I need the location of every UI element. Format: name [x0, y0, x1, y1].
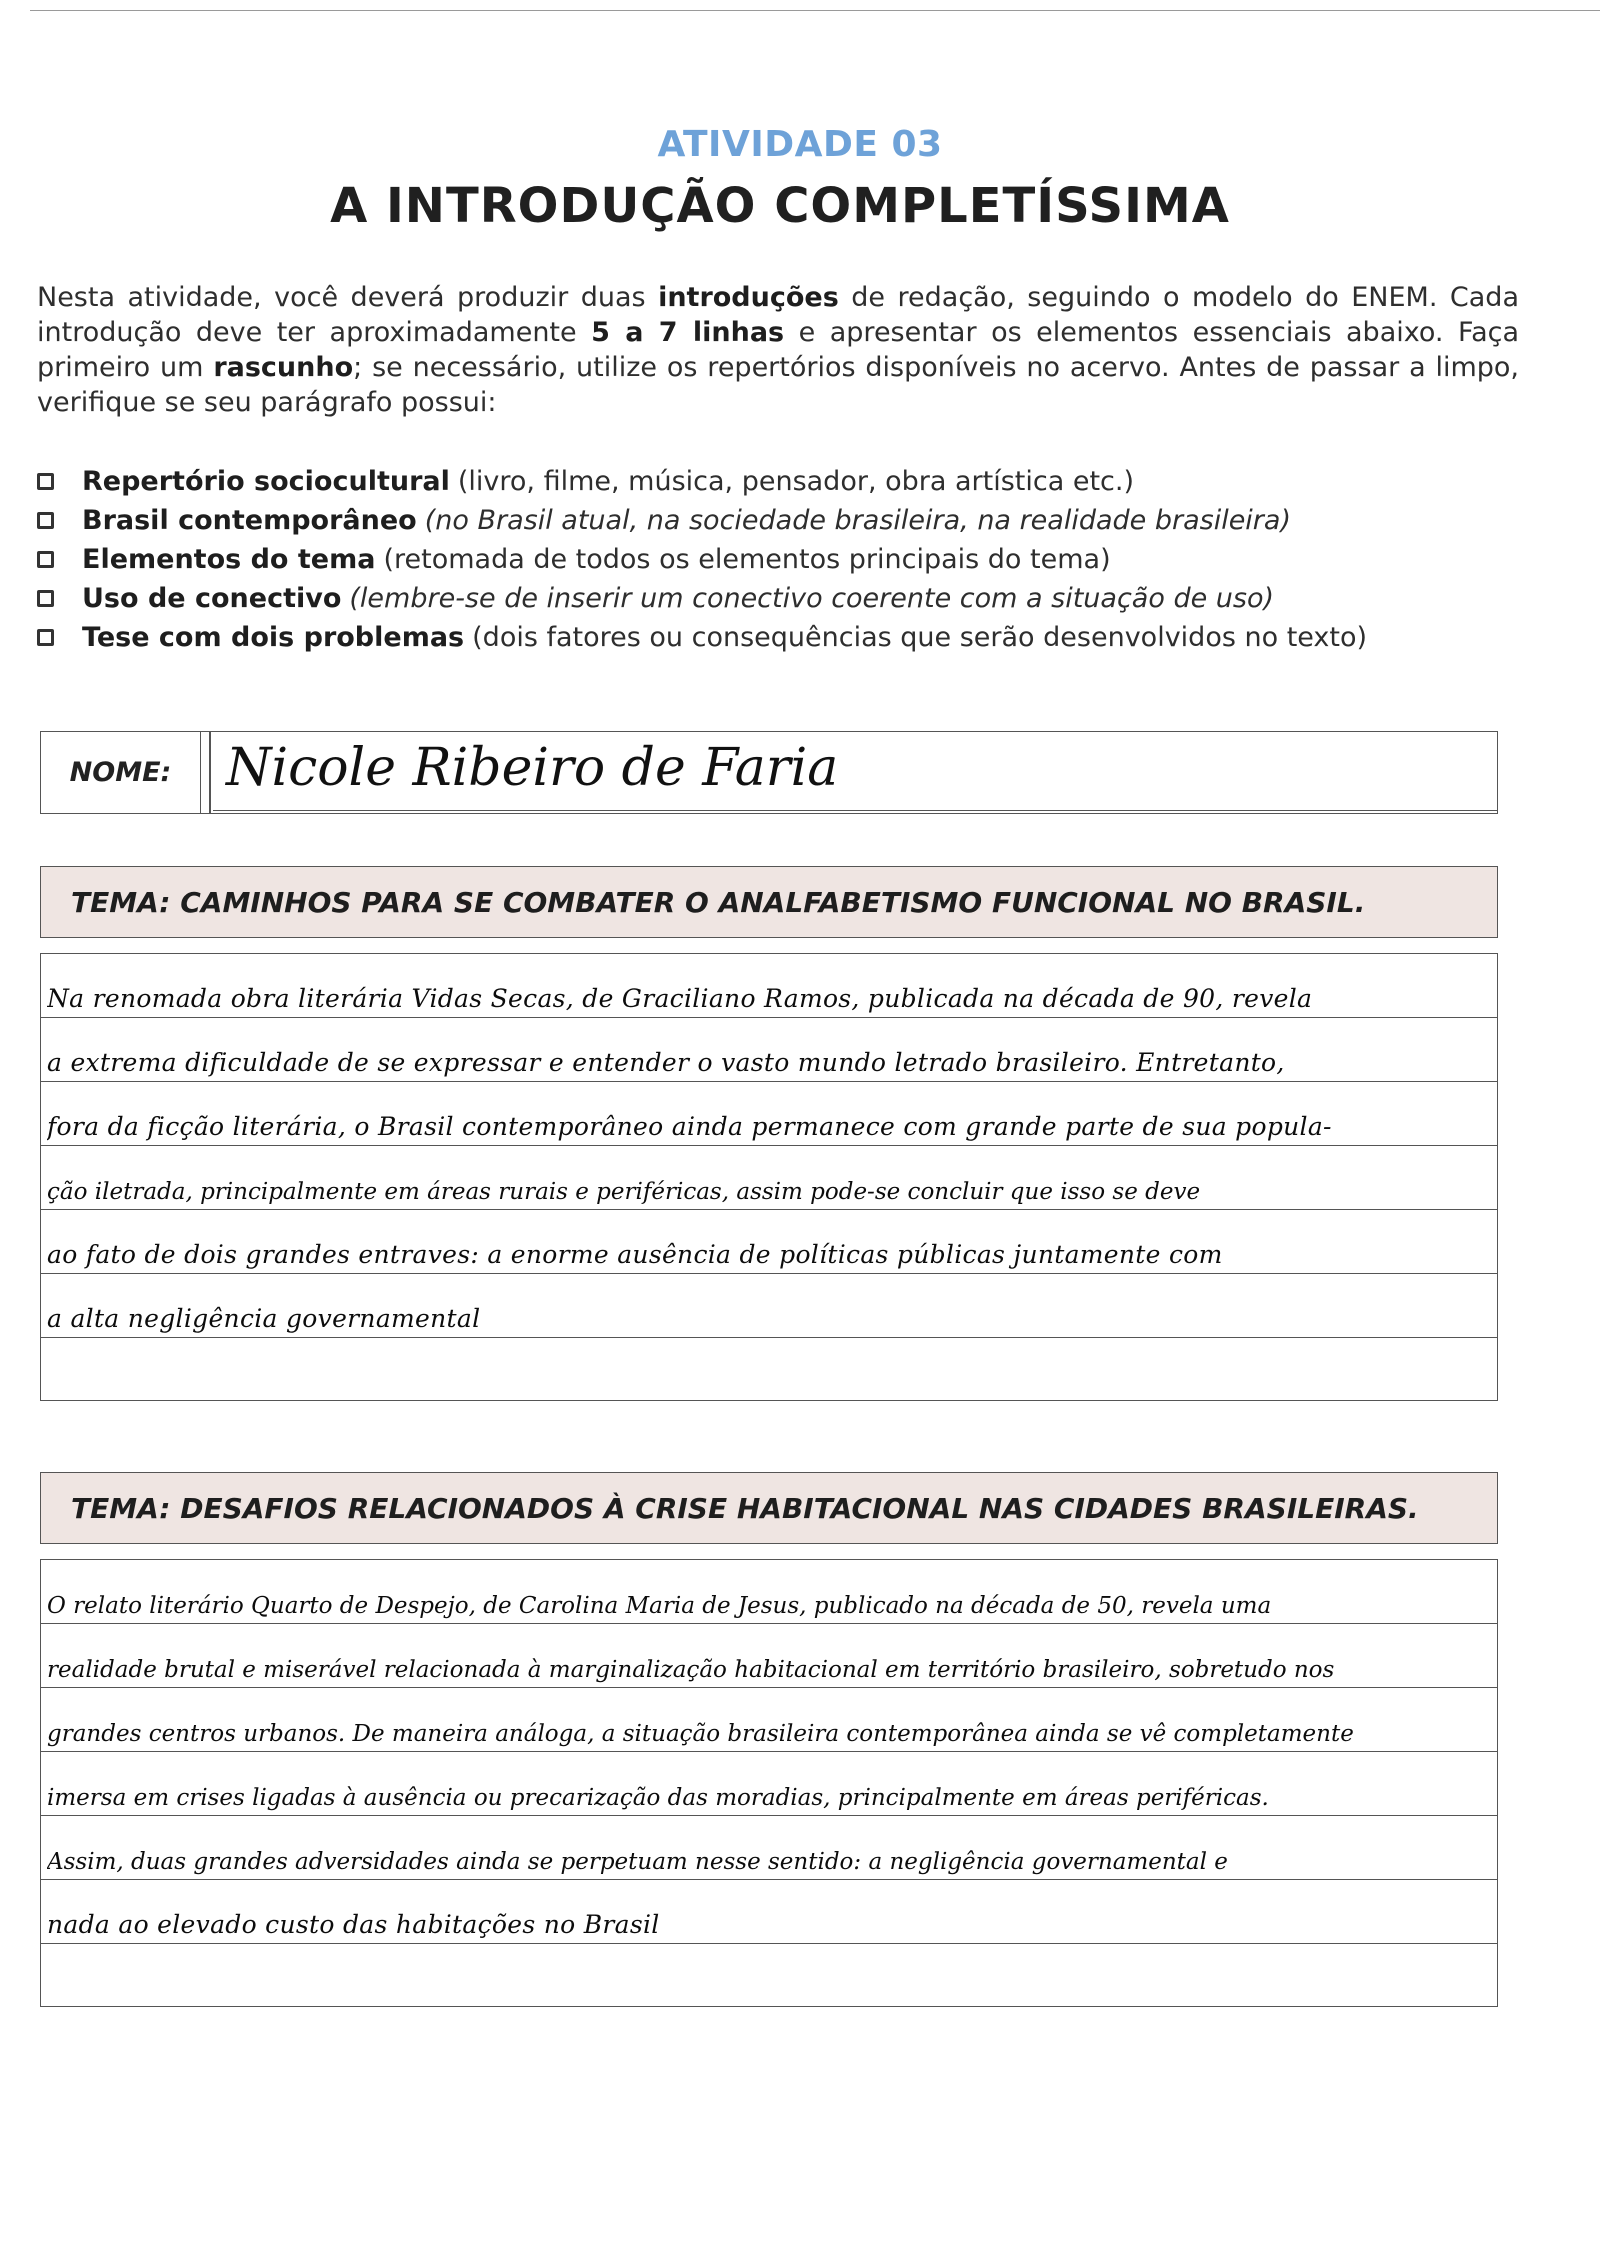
checklist-item-desc: (lembre-se de inserir um conectivo coerente com a situação de uso) — [349, 583, 1275, 614]
checklist-item-title: Repertório sociocultural — [82, 466, 450, 497]
checklist-item-title: Tese com dois problemas — [82, 622, 465, 653]
instructions-paragraph — [37, 280, 1519, 420]
instructions-text: ; se necessário, utilize os repertórios disponíveis no acervo. Antes de passar a limpo, verifique se seu parágrafo possui: — [37, 352, 1520, 418]
checklist-item — [37, 579, 1537, 618]
name-input[interactable]: Nicole Ribeiro de Faria — [226, 738, 839, 798]
handwritten-text: O relato literário Quarto de Despejo, de Carolina Maria de Jesus, publicado na década de 50, revela uma — [47, 1593, 1272, 1619]
theme-heading-1: TEMA: CAMINHOS PARA SE COMBATER O ANALFABETISMO FUNCIONAL NO BRASIL. — [40, 866, 1498, 938]
handwritten-text: fora da ficção literária, o Brasil contemporâneo ainda permanece com grande parte de sua popula- — [47, 1112, 1332, 1141]
handwritten-text: nada ao elevado custo das habitações no Brasil — [47, 1910, 660, 1939]
writing-line — [41, 1146, 1497, 1210]
checkbox[interactable] — [37, 590, 54, 607]
checklist-item — [37, 462, 1537, 501]
checklist-item-title: Brasil contemporâneo — [82, 505, 417, 536]
checkbox[interactable] — [37, 473, 54, 490]
checklist-item-title: Uso de conectivo — [82, 583, 342, 614]
answer-box-1[interactable] — [40, 953, 1498, 1401]
writing-line — [41, 1688, 1497, 1752]
writing-line — [41, 1560, 1497, 1624]
checklist-item — [37, 501, 1537, 540]
divider — [209, 732, 211, 813]
handwritten-text: realidade brutal e miserável relacionada à marginalização habitacional em território brasileiro, sobretudo nos — [47, 1657, 1335, 1683]
writing-line — [41, 1210, 1497, 1274]
handwritten-text: Assim, duas grandes adversidades ainda se perpetuam nesse sentido: a negligência governamental e — [47, 1849, 1228, 1875]
requirements-checklist — [37, 462, 1537, 657]
checklist-item — [37, 540, 1537, 579]
checklist-item-desc: (retomada de todos os elementos principais do tema) — [383, 544, 1111, 575]
checklist-item-desc: (dois fatores ou consequências que serão desenvolvidos no texto) — [472, 622, 1368, 653]
theme-heading-2: TEMA: DESAFIOS RELACIONADOS À CRISE HABITACIONAL NAS CIDADES BRASILEIRAS. — [40, 1472, 1498, 1544]
instructions-bold: rascunho — [213, 352, 354, 383]
writing-line — [41, 1624, 1497, 1688]
instructions-text: e apresentar os elementos essenciais abaixo. Faça primeiro um — [37, 317, 1519, 383]
handwritten-text: Na renomada obra literária Vidas Secas, de Graciliano Ramos, publicada na década de 90, revela — [47, 984, 1313, 1013]
checkbox[interactable] — [37, 512, 54, 529]
handwritten-text: grandes centros urbanos. De maneira análoga, a situação brasileira contemporânea ainda se vê completamente — [47, 1721, 1354, 1747]
checklist-item-title: Elementos do tema — [82, 544, 376, 575]
name-label: NOME: — [41, 732, 201, 813]
checklist-item — [37, 618, 1537, 657]
handwritten-text: a extrema dificuldade de se expressar e entender o vasto mundo letrado brasileiro. Entretanto, — [47, 1048, 1285, 1077]
writing-line — [41, 1338, 1497, 1402]
checkbox[interactable] — [37, 629, 54, 646]
handwritten-text: imersa em crises ligadas à ausência ou precarização das moradias, principalmente em áreas periféricas. — [47, 1785, 1269, 1811]
writing-line — [41, 1274, 1497, 1338]
writing-line — [41, 1880, 1497, 1944]
writing-line — [41, 1944, 1497, 2008]
handwritten-text: a alta negligência governamental — [47, 1304, 481, 1333]
writing-line — [41, 1816, 1497, 1880]
answer-box-2[interactable] — [40, 1559, 1498, 2007]
handwritten-text: ção iletrada, principalmente em áreas rurais e periféricas, assim pode-se concluir que isso se deve — [47, 1179, 1201, 1205]
writing-line — [41, 1082, 1497, 1146]
writing-line — [41, 1018, 1497, 1082]
checklist-item-desc: (livro, filme, música, pensador, obra artística etc.) — [457, 466, 1135, 497]
page-title: A INTRODUÇÃO COMPLETÍSSIMA — [330, 178, 1230, 234]
name-field — [40, 731, 1498, 814]
instructions-bold: introduções — [658, 282, 839, 313]
checklist-item-desc: (no Brasil atual, na sociedade brasileira, na realidade brasileira) — [424, 505, 1291, 536]
instructions-bold: 5 a 7 linhas — [591, 317, 785, 348]
instructions-text: de redação, seguindo o modelo do ENEM. Cada introdução deve ter aproximadamente — [37, 282, 1519, 348]
handwritten-text: ao fato de dois grandes entraves: a enorme ausência de políticas públicas juntamente com — [47, 1240, 1223, 1269]
divider — [213, 810, 1497, 812]
writing-line — [41, 1752, 1497, 1816]
top-rule — [30, 10, 1600, 11]
instructions-text: Nesta atividade, você deverá produzir duas — [37, 282, 659, 313]
writing-line — [41, 954, 1497, 1018]
activity-label: ATIVIDADE 03 — [657, 124, 943, 165]
checkbox[interactable] — [37, 551, 54, 568]
